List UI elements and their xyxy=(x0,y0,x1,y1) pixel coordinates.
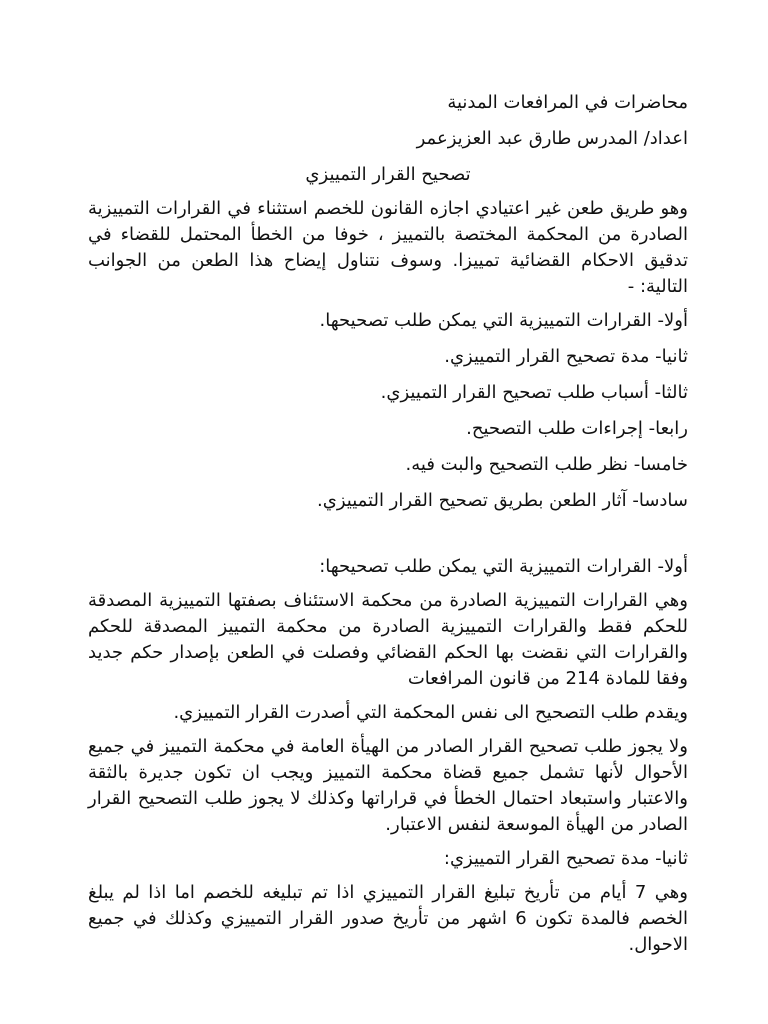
section1-paragraph-2: ويقدم طلب التصحيح الى نفس المحكمة التي أصدرت القرار التمييزي. xyxy=(173,702,688,723)
section2-heading: ثانيا- مدة تصحيح القرار التمييزي: xyxy=(443,848,688,869)
outline-item: ثانيا- مدة تصحيح القرار التمييزي. xyxy=(444,346,688,367)
section1-heading: أولا- القرارات التمييزية التي يمكن طلب تصحيحها: xyxy=(319,556,688,577)
outline-list xyxy=(88,308,688,514)
outline-item: خامسا- نظر طلب التصحيح والبت فيه. xyxy=(405,454,688,475)
outline-item: ثالثا- أسباب طلب تصحيح القرار التمييزي. xyxy=(380,382,688,403)
document-body xyxy=(88,90,688,966)
section-spacer xyxy=(88,524,688,554)
outline-item: سادسا- آثار الطعن بطريق تصحيح القرار التمييزي. xyxy=(317,490,688,511)
document-author: اعداد/ المدرس طارق عبد العزيزعمر xyxy=(416,128,688,149)
document-title: محاضرات في المرافعات المدنية xyxy=(447,92,688,113)
topic-heading: تصحيح القرار التمييزي xyxy=(305,164,471,185)
intro-paragraph: وهو طريق طعن غير اعتيادي اجازه القانون للخصم استثناء في القرارات التمييزية الصادرة من المحكمة المختصة بالتمييز ، خوفا من الخطأ المحتمل للقضاء في تدقيق الاحكام القضائية تمييزا. وسوف نتناول إيضاح هذا الطعن من الجوانب التالية: - xyxy=(88,198,688,297)
outline-item: أولا- القرارات التمييزية التي يمكن طلب تصحيحها. xyxy=(319,310,688,331)
outline-item: رابعا- إجراءات طلب التصحيح. xyxy=(466,418,688,439)
section1-paragraph-1: وهي القرارات التمييزية الصادرة من محكمة الاستئناف بصفتها التمييزية المصدقة للحكم فقط والقرارات التمييزية الصادرة من محكمة التمييز المصدقة للحكم والقرارات التي نقضت بها الحكم القضائي وفصلت في الطعن بإصدار حكم جديد وفقا للمادة 214 من قانون المرافعات xyxy=(88,590,688,689)
section2-paragraph-1: وهي 7 أيام من تأريخ تبليغ القرار التمييزي اذا تم تبليغه للخصم اما اذا لم يبلغ الخصم فالمدة تكون 6 اشهر من تأريخ صدور القرار التمييزي وكذلك في جميع الاحوال. xyxy=(88,882,689,955)
section1-paragraph-3: ولا يجوز طلب تصحيح القرار الصادر من الهيأة العامة في محكمة التمييز في جميع الأحوال لأنها تشمل جميع قضاة محكمة التمييز ويجب ان تكون جديرة بالثقة والاعتبار واستبعاد احتمال الخطأ في قراراتها وكذلك لا يجوز طلب التصحيح القرار الصادر من الهيأة الموسعة لنفس الاعتبار. xyxy=(88,736,688,835)
